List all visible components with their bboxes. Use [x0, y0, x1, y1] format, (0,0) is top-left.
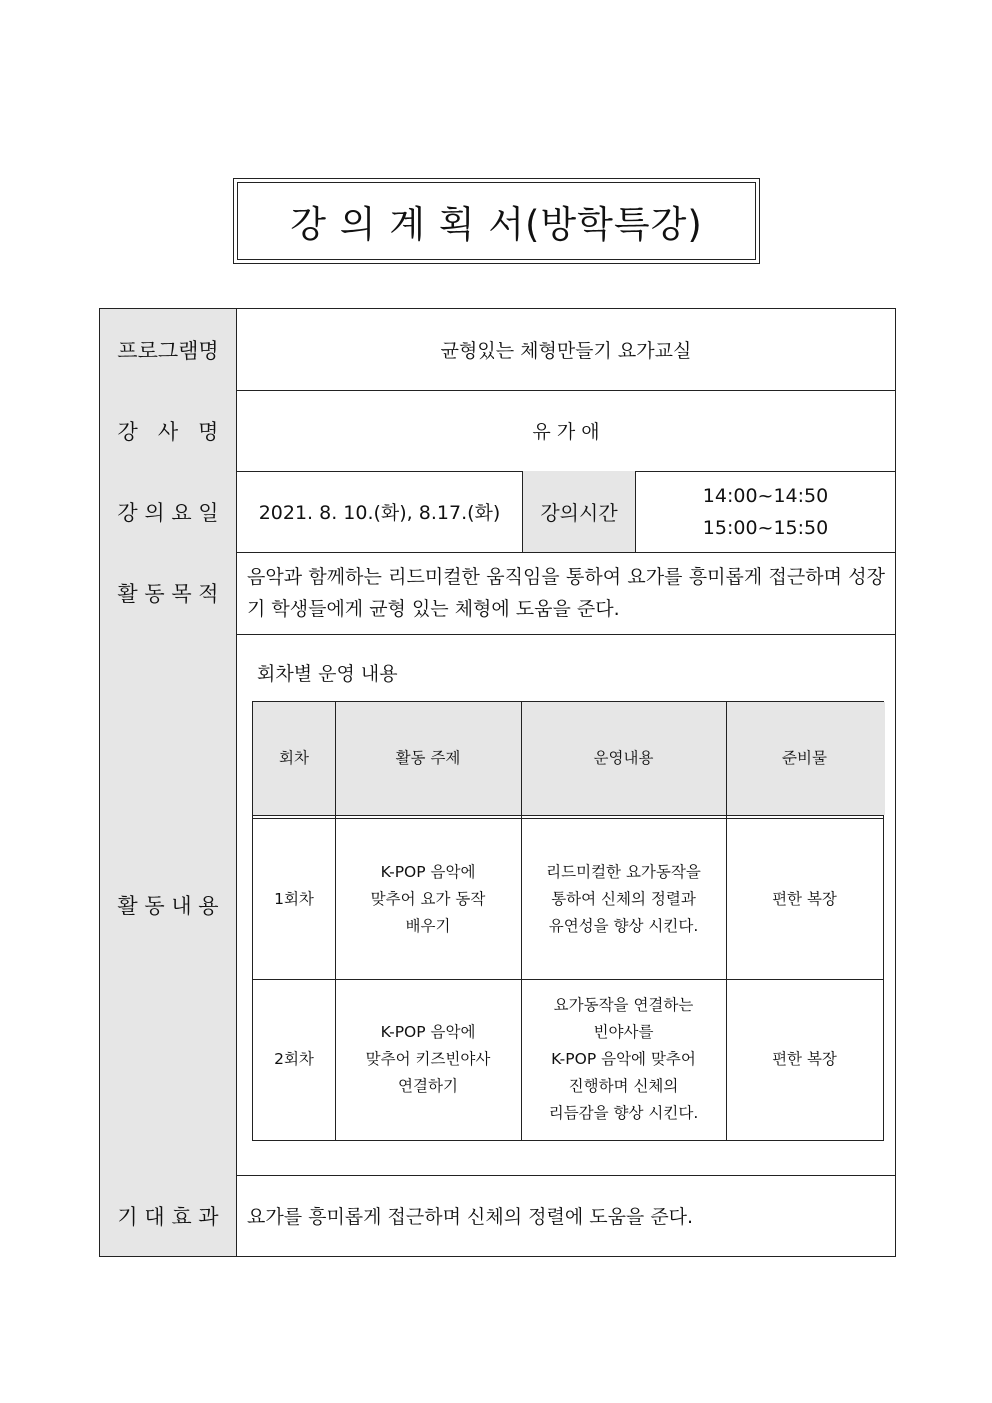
- label-time: 강의시간: [522, 471, 636, 552]
- header-operation: 운영내용: [593, 749, 654, 767]
- program-name: 균형있는 체형만들기 요가교실: [440, 340, 692, 362]
- column-divider: [521, 702, 522, 1140]
- row1-topic-line: K-POP 음악에: [380, 862, 476, 881]
- row1-operation-line: 유연성을 향상 시킨다.: [548, 916, 699, 935]
- row2-topic-line: 맞추어 키즈빈야사: [365, 1050, 491, 1068]
- lecture-plan-table: [99, 308, 896, 1257]
- time-slot-1: 14:00~14:50: [702, 484, 829, 507]
- row1-operation: [521, 819, 726, 979]
- lecture-times: [636, 471, 895, 552]
- time-slot-2: 15:00~15:50: [702, 516, 829, 539]
- row2-operation-line: 리듬감을 향상 시킨다.: [548, 1104, 699, 1122]
- label-effect: 기 대 효 과: [100, 1175, 237, 1256]
- row2-operation-line: 빈야사를: [593, 1023, 654, 1041]
- row2-topic-line: K-POP 음악에: [380, 1023, 476, 1041]
- row2-topic-line: 연결하기: [398, 1077, 458, 1095]
- row1-topic-line: 배우기: [405, 916, 451, 935]
- label-purpose: 활 동 목 적: [100, 552, 237, 634]
- row1-topic: [335, 819, 521, 979]
- effect-text: 요가를 흥미롭게 접근하며 신체의 정렬에 도움을 준다.: [247, 1206, 694, 1228]
- row2-operation-line: 요가동작을 연결하는: [553, 996, 694, 1014]
- row1-operation-line: 통하여 신체의 정렬과: [551, 889, 696, 908]
- column-divider: [726, 702, 727, 1140]
- header-divider: [253, 815, 883, 816]
- row2-session: 2회차: [274, 1050, 314, 1068]
- session-title: 회차별 운영 내용: [257, 663, 398, 685]
- header-topic: 활동 주제: [395, 749, 461, 767]
- column-divider: [335, 702, 336, 1140]
- row2-operation-line: K-POP 음악에 맞추어: [551, 1050, 696, 1068]
- instructor-name: 유 가 애: [532, 421, 600, 443]
- label-day: 강 의 요 일: [100, 471, 237, 552]
- row1-operation-line: 리드미컬한 요가동작을: [546, 862, 701, 881]
- row2-materials: 편한 복장: [772, 1050, 837, 1068]
- lecture-dates: 2021. 8. 10.(화), 8.17.(화): [258, 502, 501, 524]
- row1-session: 1회차: [274, 889, 314, 908]
- row1-topic-line: 맞추어 요가 동작: [370, 889, 486, 908]
- title-box: [233, 178, 760, 264]
- row2-topic: [335, 979, 521, 1140]
- row2-operation: [521, 979, 726, 1140]
- label-content: 활 동 내 용: [100, 634, 237, 1175]
- header-session: 회차: [279, 749, 309, 767]
- row2-operation-line: 진행하며 신체의: [568, 1077, 679, 1095]
- row1-materials: 편한 복장: [772, 889, 837, 908]
- header-materials: 준비물: [782, 749, 827, 767]
- label-instructor: 강 사 명: [100, 390, 237, 471]
- label-program: 프로그램명: [100, 309, 237, 390]
- page-title: 강 의 계 획 서(방학특강): [237, 182, 756, 260]
- purpose-text: 음악과 함께하는 리드미컬한 움직임을 통하여 요가를 흥미롭게 접근하며 성장기 학생들에게 균형 있는 체형에 도움을 준다.: [247, 566, 885, 620]
- session-table: [252, 701, 884, 1141]
